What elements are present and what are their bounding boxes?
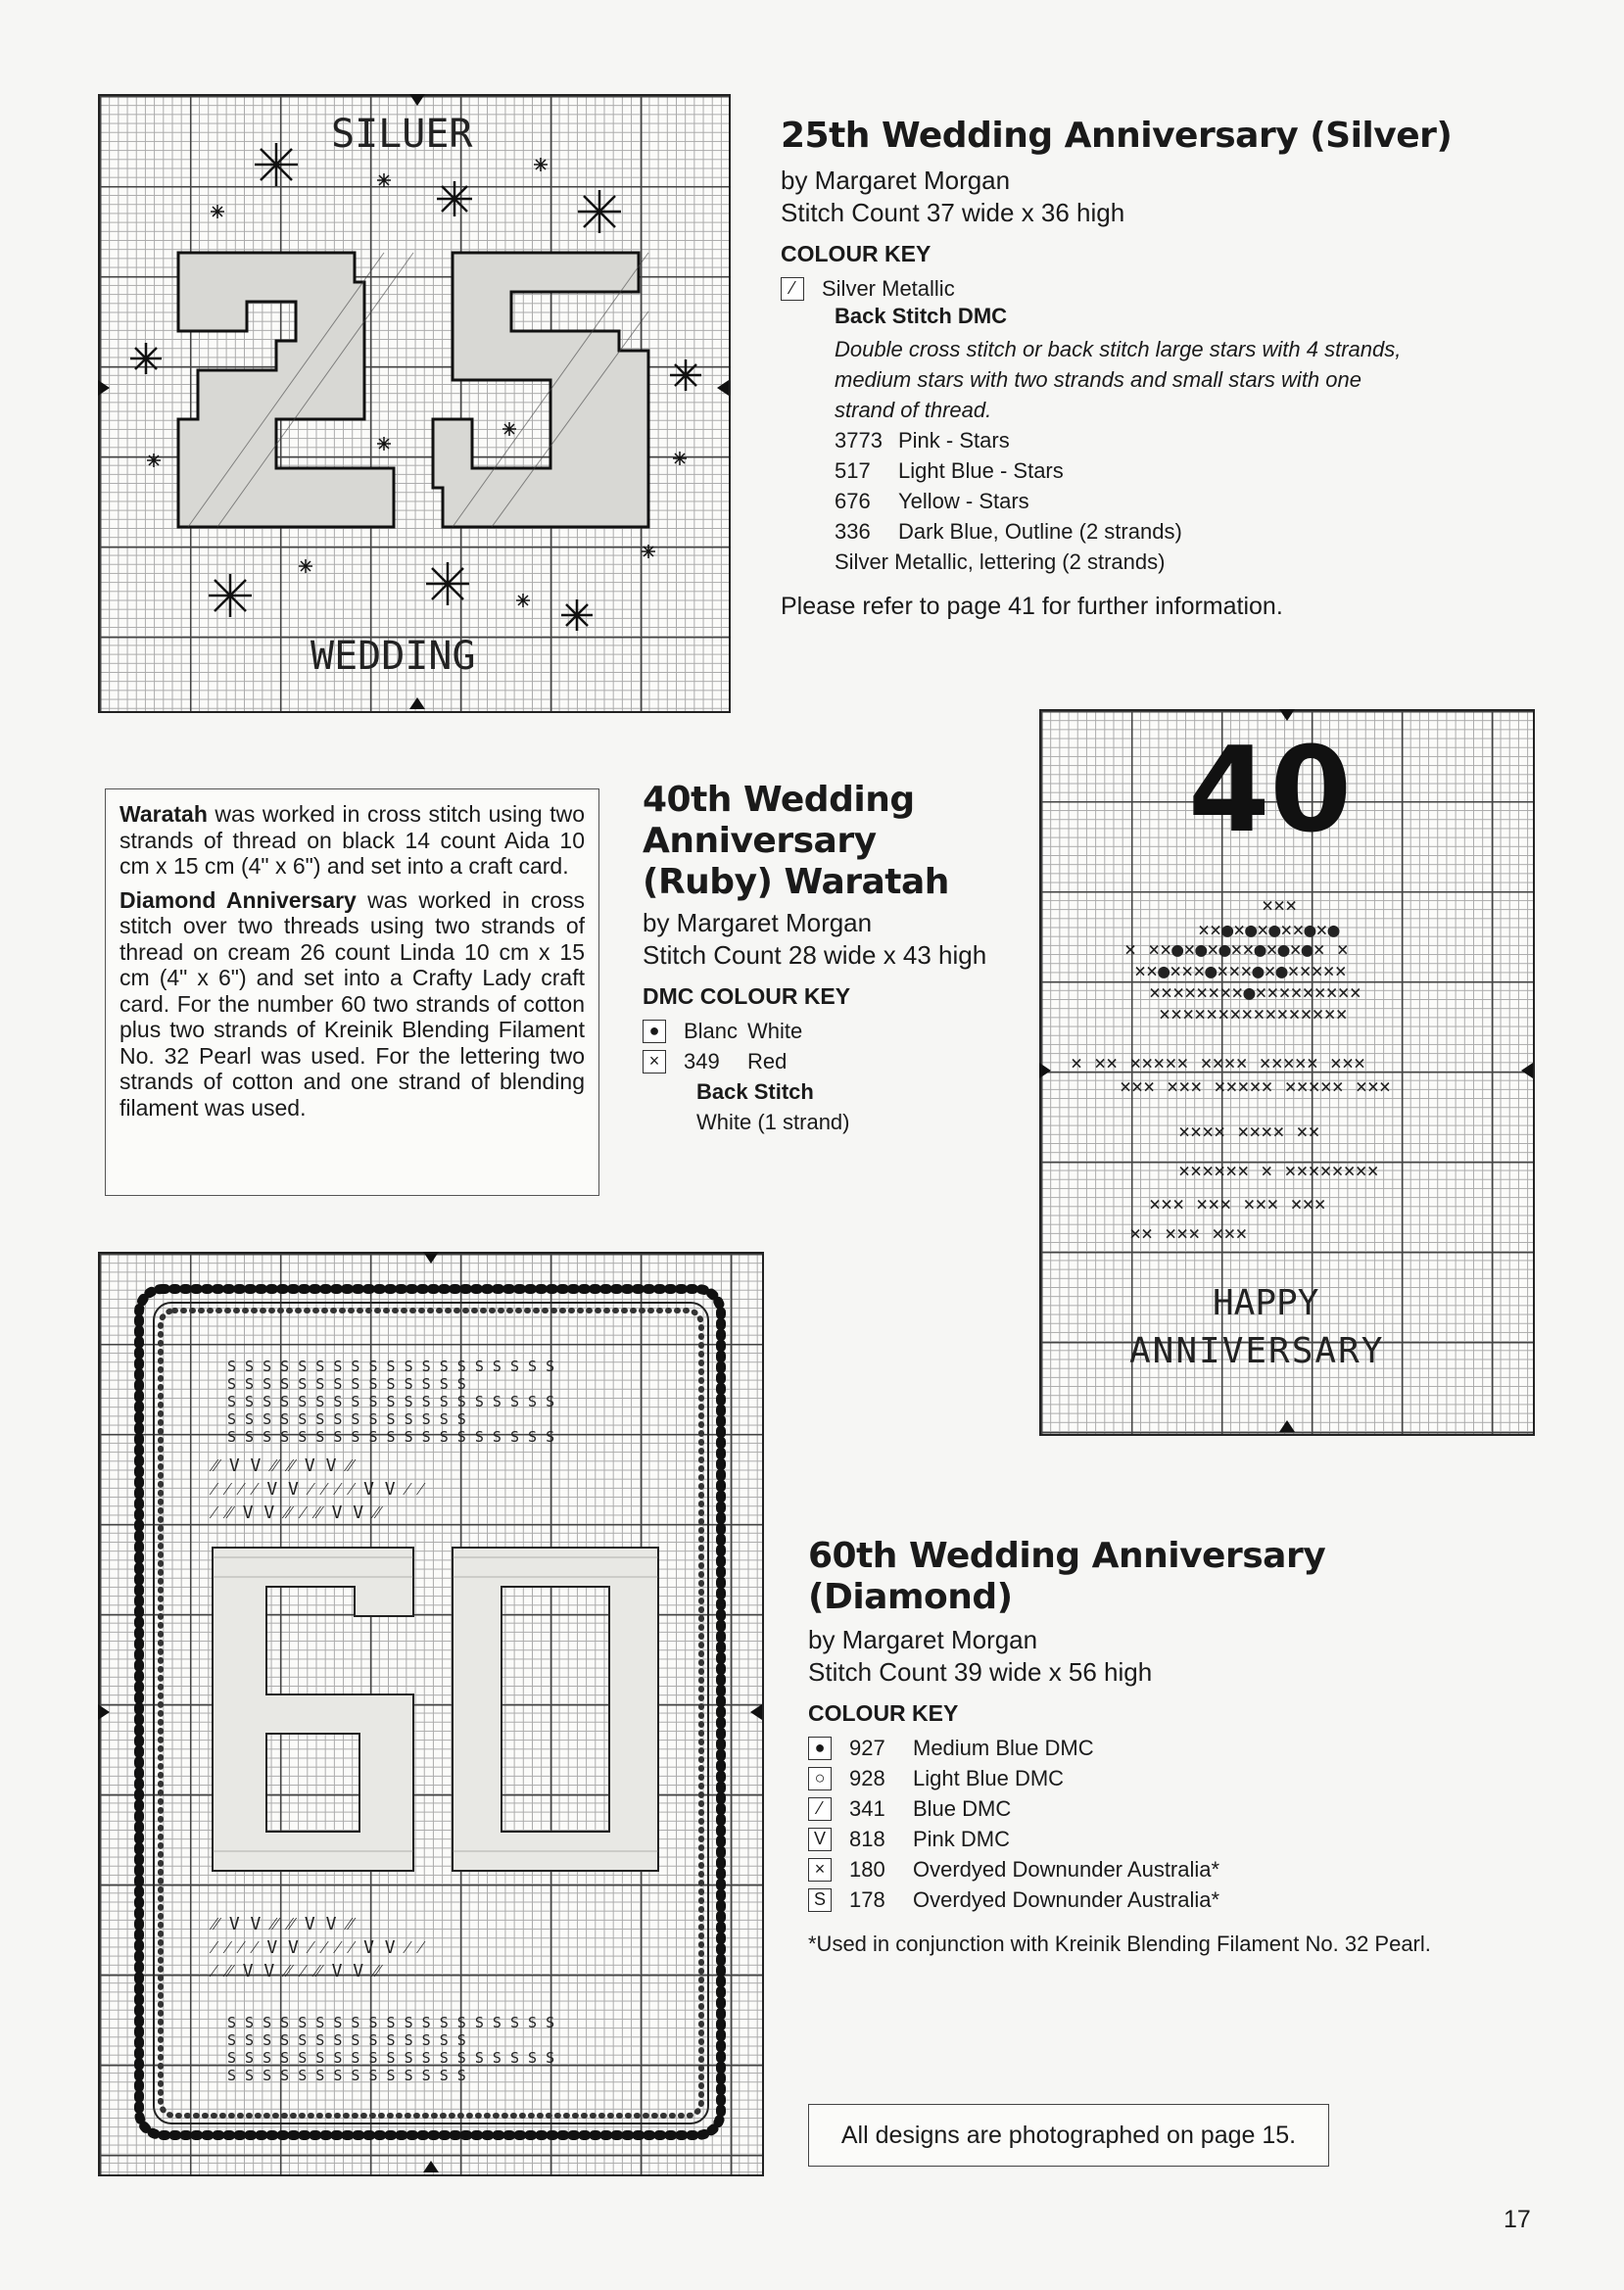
chart-60th-diamond bbox=[98, 1252, 764, 2176]
key-label: Yellow - Stars bbox=[898, 488, 1029, 513]
chart-40-graphic bbox=[1041, 711, 1533, 1434]
center-marker-icon bbox=[1039, 1063, 1051, 1078]
waratah-stitches bbox=[1071, 893, 1391, 1245]
digit-6-outline bbox=[213, 1548, 413, 1871]
key-label: Medium Blue DMC bbox=[913, 1735, 1094, 1760]
chart-number-40: 40 bbox=[1188, 723, 1352, 859]
silver-refer: Please refer to page 41 for further information. bbox=[781, 593, 1283, 620]
key-row bbox=[643, 1016, 1034, 1046]
center-marker-icon bbox=[1279, 709, 1295, 721]
silver-section bbox=[781, 116, 1525, 623]
svg-text:×××: ××× bbox=[1262, 893, 1298, 917]
silver-author: by Margaret Morgan bbox=[781, 166, 1011, 195]
key-code: 927 bbox=[849, 1735, 885, 1760]
svg-text:××●×××●×××●×●×××××: ××●×××●×××●×●××××× bbox=[1134, 959, 1347, 982]
svg-text:××× ××× ××× ×××: ××× ××× ××× ××× bbox=[1149, 1192, 1326, 1216]
chart-40th-ruby bbox=[1039, 709, 1535, 1436]
chart-label-top: SILUER bbox=[331, 112, 473, 157]
key-label: Overdyed Downunder Australia* bbox=[913, 1856, 1220, 1882]
open-circle-icon: ○ bbox=[808, 1767, 832, 1790]
svg-text:S S S S S S S S S S: S S S S S S S S S S S S S S bbox=[227, 1410, 466, 1428]
silver-stitch-count: Stitch Count 37 wide x 36 high bbox=[781, 198, 1125, 227]
svg-text:S S S S S S S S S S: S S S S S S S S S S S S S S bbox=[227, 1375, 466, 1393]
key-code: 341 bbox=[849, 1795, 885, 1821]
center-marker-icon bbox=[98, 380, 110, 396]
notes-box bbox=[105, 788, 599, 1196]
key-code: 349 bbox=[684, 1048, 720, 1073]
diamond-key-heading: COLOUR KEY bbox=[808, 1700, 959, 1726]
key-row bbox=[808, 1763, 1513, 1793]
ruby-author: by Margaret Morgan bbox=[643, 908, 873, 937]
photo-note-box bbox=[808, 2104, 1329, 2167]
svg-text:S S S S S S S S S S S S S: S S S S S S S S S S S S S S S S S S S bbox=[227, 2049, 555, 2067]
center-marker-icon bbox=[409, 697, 425, 709]
filled-dot-icon: ● bbox=[643, 1020, 666, 1043]
chart-25-graphic bbox=[100, 96, 729, 711]
key-row bbox=[808, 1884, 1513, 1915]
key-code: 818 bbox=[849, 1826, 885, 1851]
svg-text:× ××●×●×●××●×●×●× ×: × ××●×●×●××●×●×●× × bbox=[1124, 937, 1349, 961]
chart-word-anniversary: ANNIVERSARY bbox=[1129, 1331, 1385, 1371]
key-row-metallic bbox=[781, 273, 1525, 304]
center-marker-icon bbox=[1521, 1063, 1533, 1078]
svg-text:⁄ ⁄ ⁄ ⁄ V V ⁄ ⁄ ⁄ ⁄ V V: ⁄ ⁄ ⁄ ⁄ V V ⁄ ⁄ ⁄ ⁄ V V ⁄ ⁄ bbox=[213, 1937, 423, 1958]
center-marker-icon bbox=[750, 1704, 762, 1720]
svg-text:⁄ ⁄⁄ V V ⁄⁄ ⁄ ⁄⁄ V V ⁄⁄: ⁄ ⁄⁄ V V ⁄⁄ ⁄ ⁄⁄ V V ⁄⁄ bbox=[213, 1503, 380, 1523]
key-label: Blue DMC bbox=[913, 1795, 1012, 1821]
slash-symbol-icon: ⁄ bbox=[781, 277, 804, 301]
svg-text:×××× ×××× ××: ×××× ×××× ×× bbox=[1178, 1120, 1320, 1143]
key-code: 517 bbox=[835, 457, 871, 483]
key-label: White bbox=[747, 1018, 803, 1043]
note-paragraph-diamond bbox=[119, 887, 585, 1121]
key-row-lettering: Silver Metallic, lettering (2 strands) bbox=[835, 549, 1166, 574]
photo-note-text: All designs are photographed on page 15. bbox=[840, 2121, 1297, 2149]
chart-60-graphic bbox=[100, 1254, 762, 2174]
center-marker-icon bbox=[409, 94, 425, 106]
svg-text:S S S S S S S S S S: S S S S S S S S S S S S S S bbox=[227, 2067, 466, 2084]
diamond-title-line-2: (Diamond) bbox=[808, 1577, 1013, 1617]
key-code: 178 bbox=[849, 1886, 885, 1912]
svg-text:× ×× ××××× ×××× ××××× ×××: × ×× ××××× ×××× ××××× ××× bbox=[1071, 1051, 1366, 1074]
diamond-title-line-1: 60th Wedding Anniversary bbox=[808, 1536, 1326, 1576]
center-marker-icon bbox=[98, 1704, 110, 1720]
key-row bbox=[808, 1854, 1513, 1884]
key-label: Pink - Stars bbox=[898, 427, 1010, 453]
diamond-footnote: *Used in conjunction with Kreinik Blending Filament No. 32 Pearl. bbox=[808, 1932, 1431, 1956]
silver-key-heading: COLOUR KEY bbox=[781, 241, 931, 266]
svg-text:⁄ ⁄ ⁄ ⁄ V V ⁄ ⁄ ⁄ ⁄ V V: ⁄ ⁄ ⁄ ⁄ V V ⁄ ⁄ ⁄ ⁄ V V ⁄ ⁄ bbox=[213, 1479, 423, 1500]
key-label: Light Blue - Stars bbox=[898, 457, 1064, 483]
diamond-stitch-count: Stitch Count 39 wide x 56 high bbox=[808, 1657, 1153, 1687]
note-bold: Diamond Anniversary bbox=[119, 886, 357, 913]
page-number: 17 bbox=[1504, 2206, 1531, 2233]
svg-text:S S S S S S S S S S S S S: S S S S S S S S S S S S S S S S S S S bbox=[227, 1428, 555, 1446]
svg-text:×× ××× ×××: ×× ××× ××× bbox=[1129, 1221, 1248, 1245]
filled-dot-icon: ● bbox=[808, 1737, 832, 1760]
key-label: Silver Metallic bbox=[822, 275, 955, 301]
s-symbol-icon: S bbox=[808, 1888, 832, 1912]
silver-backstitch-heading: Back Stitch DMC bbox=[835, 304, 1008, 328]
key-row bbox=[835, 486, 1525, 516]
key-row bbox=[808, 1793, 1513, 1824]
center-marker-icon bbox=[423, 1252, 439, 1264]
digit-5-outline bbox=[433, 253, 648, 527]
svg-text:S S S S S S S S S S S S S: S S S S S S S S S S S S S S S S S S S bbox=[227, 1393, 555, 1410]
ruby-stitch-count: Stitch Count 28 wide x 43 high bbox=[643, 940, 987, 970]
svg-text:×××××× × ××××××××: ×××××× × ×××××××× bbox=[1178, 1159, 1379, 1182]
cross-symbol-icon: × bbox=[643, 1050, 666, 1073]
digit-0-outline bbox=[453, 1548, 658, 1871]
key-label: Light Blue DMC bbox=[913, 1765, 1065, 1790]
key-code: 180 bbox=[849, 1856, 885, 1882]
key-label: Pink DMC bbox=[913, 1826, 1011, 1851]
key-row bbox=[643, 1046, 1034, 1076]
svg-text:S S S S S S S S S S: S S S S S S S S S S S S S S bbox=[227, 2031, 466, 2049]
note-text: was worked in cross stitch over two threads using two strands of thread on cream 26 count Linda 10 cm x 15 cm (4" x 6") and set into a Crafty Lady craft card. For the number 60 two strands of cotton plus two strands of Kreinik Blending Filament No. 32 Pearl was used. For the lettering two strands of cotton and one strand of blending filament was used. bbox=[119, 886, 585, 1121]
center-marker-icon bbox=[1279, 1420, 1295, 1432]
key-row bbox=[835, 455, 1525, 486]
ruby-backstitch-value: White (1 strand) bbox=[696, 1110, 850, 1134]
key-code: 676 bbox=[835, 488, 871, 513]
key-label: Overdyed Downunder Australia* bbox=[913, 1886, 1220, 1912]
svg-text:S S S S S S S S S S S S S: S S S S S S S S S S S S S S S S S S S bbox=[227, 1358, 555, 1375]
note-text: was worked in cross stitch using two strands of thread on black 14 count Aida 10 cm x 15 cm (4" x 6") and set into a craft card. bbox=[119, 801, 585, 879]
diamond-section bbox=[808, 1536, 1513, 1957]
key-row bbox=[835, 425, 1525, 455]
ruby-title-line-2: Anniversary bbox=[643, 821, 877, 861]
chart-25th-silver bbox=[98, 94, 731, 713]
cross-symbol-icon: × bbox=[808, 1858, 832, 1882]
ruby-title-line-3: (Ruby) Waratah bbox=[643, 862, 949, 902]
svg-text:S S S S S S S S S S S S S: S S S S S S S S S S S S S S S S S S S bbox=[227, 2014, 555, 2031]
slash-dot-icon: ⁄ bbox=[808, 1797, 832, 1821]
ruby-key-heading: DMC COLOUR KEY bbox=[643, 983, 851, 1009]
key-row bbox=[835, 516, 1525, 547]
center-marker-icon bbox=[717, 380, 729, 396]
svg-text:⁄ ⁄⁄ V V ⁄⁄ ⁄ ⁄⁄ V V ⁄⁄: ⁄ ⁄⁄ V V ⁄⁄ ⁄ ⁄⁄ V V ⁄⁄ bbox=[213, 1961, 380, 1981]
key-code: 3773 bbox=[835, 427, 883, 453]
key-label: Red bbox=[747, 1048, 788, 1073]
svg-text:⁄⁄ V V ⁄⁄ ⁄⁄ V V: ⁄⁄ V V ⁄⁄ ⁄⁄ V V ⁄⁄ bbox=[213, 1455, 354, 1476]
v-symbol-icon: V bbox=[808, 1828, 832, 1851]
silver-note: Double cross stitch or back stitch large stars with 4 strands, medium stars with two strands and small stars with one strand of thread. bbox=[835, 337, 1402, 422]
key-code: 928 bbox=[849, 1765, 885, 1790]
ruby-section bbox=[643, 780, 1034, 1137]
svg-text:××●×●×●××●×●: ××●×●×●××●×● bbox=[1198, 918, 1340, 941]
key-row bbox=[808, 1824, 1513, 1854]
svg-text:××××××××××××××××: ×××××××××××××××× bbox=[1159, 1002, 1348, 1026]
silver-title: 25th Wedding Anniversary (Silver) bbox=[781, 116, 1453, 156]
diamond-author: by Margaret Morgan bbox=[808, 1625, 1038, 1654]
svg-text:⁄⁄ V V ⁄⁄ ⁄⁄ V V: ⁄⁄ V V ⁄⁄ ⁄⁄ V V ⁄⁄ bbox=[213, 1914, 354, 1934]
key-code: Blanc bbox=[684, 1018, 739, 1043]
key-label: Dark Blue, Outline (2 strands) bbox=[898, 518, 1182, 544]
note-bold: Waratah bbox=[119, 801, 208, 827]
key-code: 336 bbox=[835, 518, 871, 544]
note-paragraph-waratah bbox=[119, 801, 585, 880]
center-marker-icon bbox=[423, 2161, 439, 2172]
ruby-backstitch-heading: Back Stitch bbox=[696, 1079, 814, 1104]
svg-text:××× ××× ××××× ××××× ×××: ××× ××× ××××× ××××× ××× bbox=[1120, 1074, 1391, 1098]
ruby-title-line-1: 40th Wedding bbox=[643, 780, 915, 820]
key-row bbox=[808, 1733, 1513, 1763]
chart-word-happy: HAPPY bbox=[1213, 1283, 1319, 1323]
chart-label-bottom: WEDDING bbox=[310, 634, 476, 679]
svg-text:××××××××●×××××××××: ××××××××●××××××××× bbox=[1149, 980, 1361, 1004]
